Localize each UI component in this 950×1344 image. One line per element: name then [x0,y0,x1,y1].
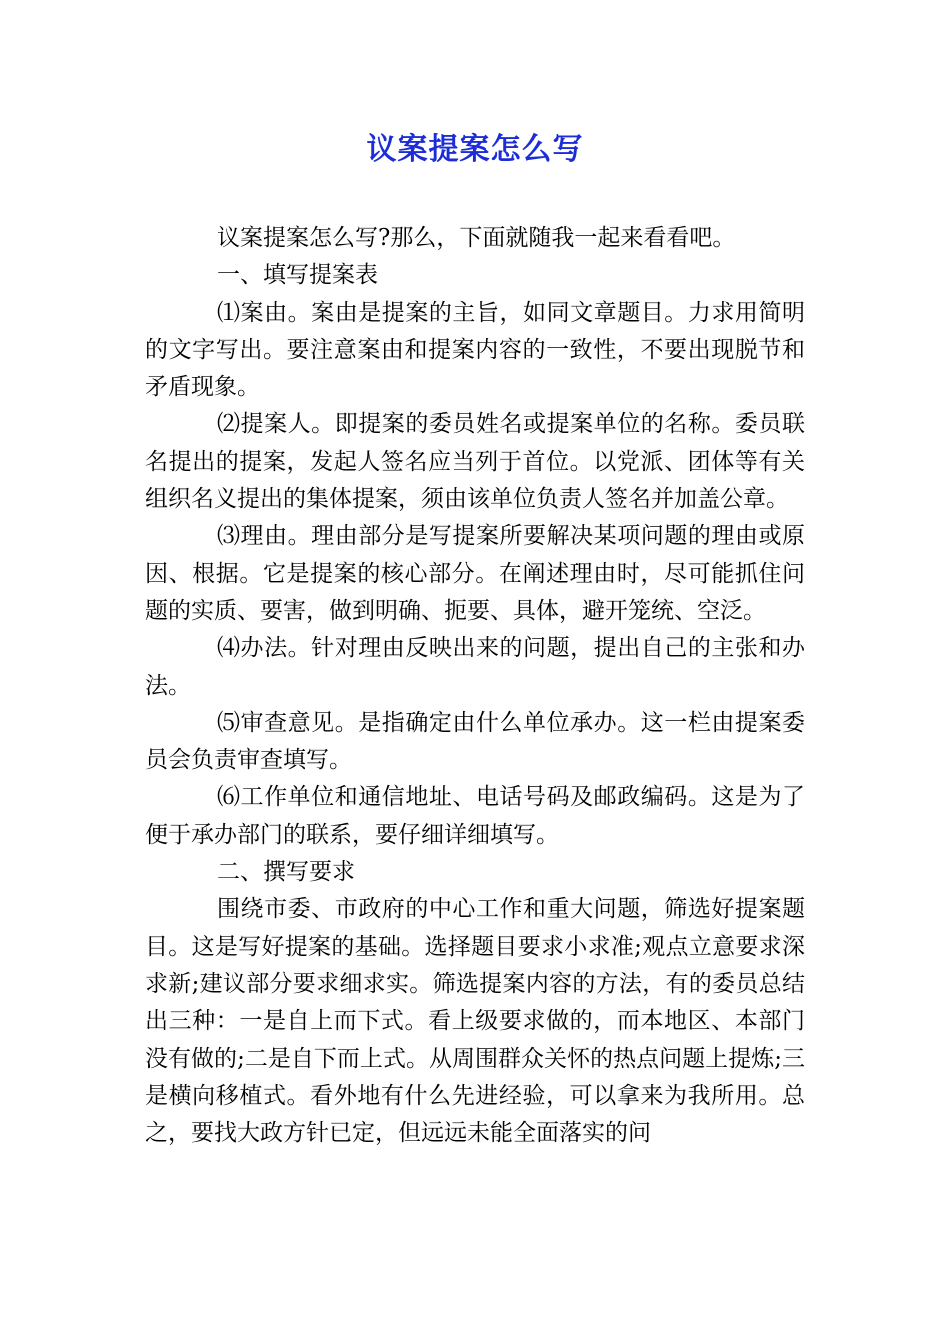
paragraph-item-5-review: ⑸审查意见。是指确定由什么单位承办。这一栏由提案委员会负责审查填写。 [145,709,805,774]
paragraph-item-3-reason: ⑶理由。理由部分是写提案所要解决某项问题的理由或原因、根据。它是提案的核心部分。在阐述理由时，尽可能抓住问题的实质、要害，做到明确、扼要、具体，避开笼统、空泛。 [145,523,805,624]
paragraph-item-6-contact: ⑹工作单位和通信地址、电话号码及邮政编码。这是为了便于承办部门的联系，要仔细详细填写。 [145,784,805,848]
section-heading-fill-form: 一、填写提案表 [217,262,378,289]
paragraph-intro: 议案提案怎么写?那么，下面就随我一起来看看吧。 [217,225,736,251]
section-heading-writing-requirements: 二、撰写要求 [217,859,355,886]
paragraph-item-1-case: ⑴案由。案由是提案的主旨，如同文章题目。力求用简明的文字写出。要注意案由和提案内容的一致性，不要出现脱节和矛盾现象。 [145,299,805,401]
document-body [145,220,805,1152]
document-title: 议案提案怎么写 [366,132,584,167]
paragraph-item-2-proposer: ⑵提案人。即提案的委员姓名或提案单位的名称。委员联名提出的提案，发起人签名应当列于首位。以党派、团体等有关组织名义提出的集体提案，须由该单位负责人签名并加盖公章。 [145,411,805,513]
paragraph-writing-requirements: 围绕市委、市政府的中心工作和重大问题，筛选好提案题目。这是写好提案的基础。选择题目要求小求准;观点立意要求深求新;建议部分要求细求实。筛选提案内容的方法，有的委员总结出三种：一是自上而下式。看上级要求做的，而本地区、本部门没有做的;二是自下而上式。从周围群众关怀的热点问题上提炼;三是横向移植式。看外地有什么先进经验，可以拿来为我所用。总之，要找大政方针已定，但远远未能全面落实的问 [145,896,805,1147]
paragraph-item-4-method: ⑷办法。针对理由反映出来的问题，提出自己的主张和办法。 [145,635,805,699]
